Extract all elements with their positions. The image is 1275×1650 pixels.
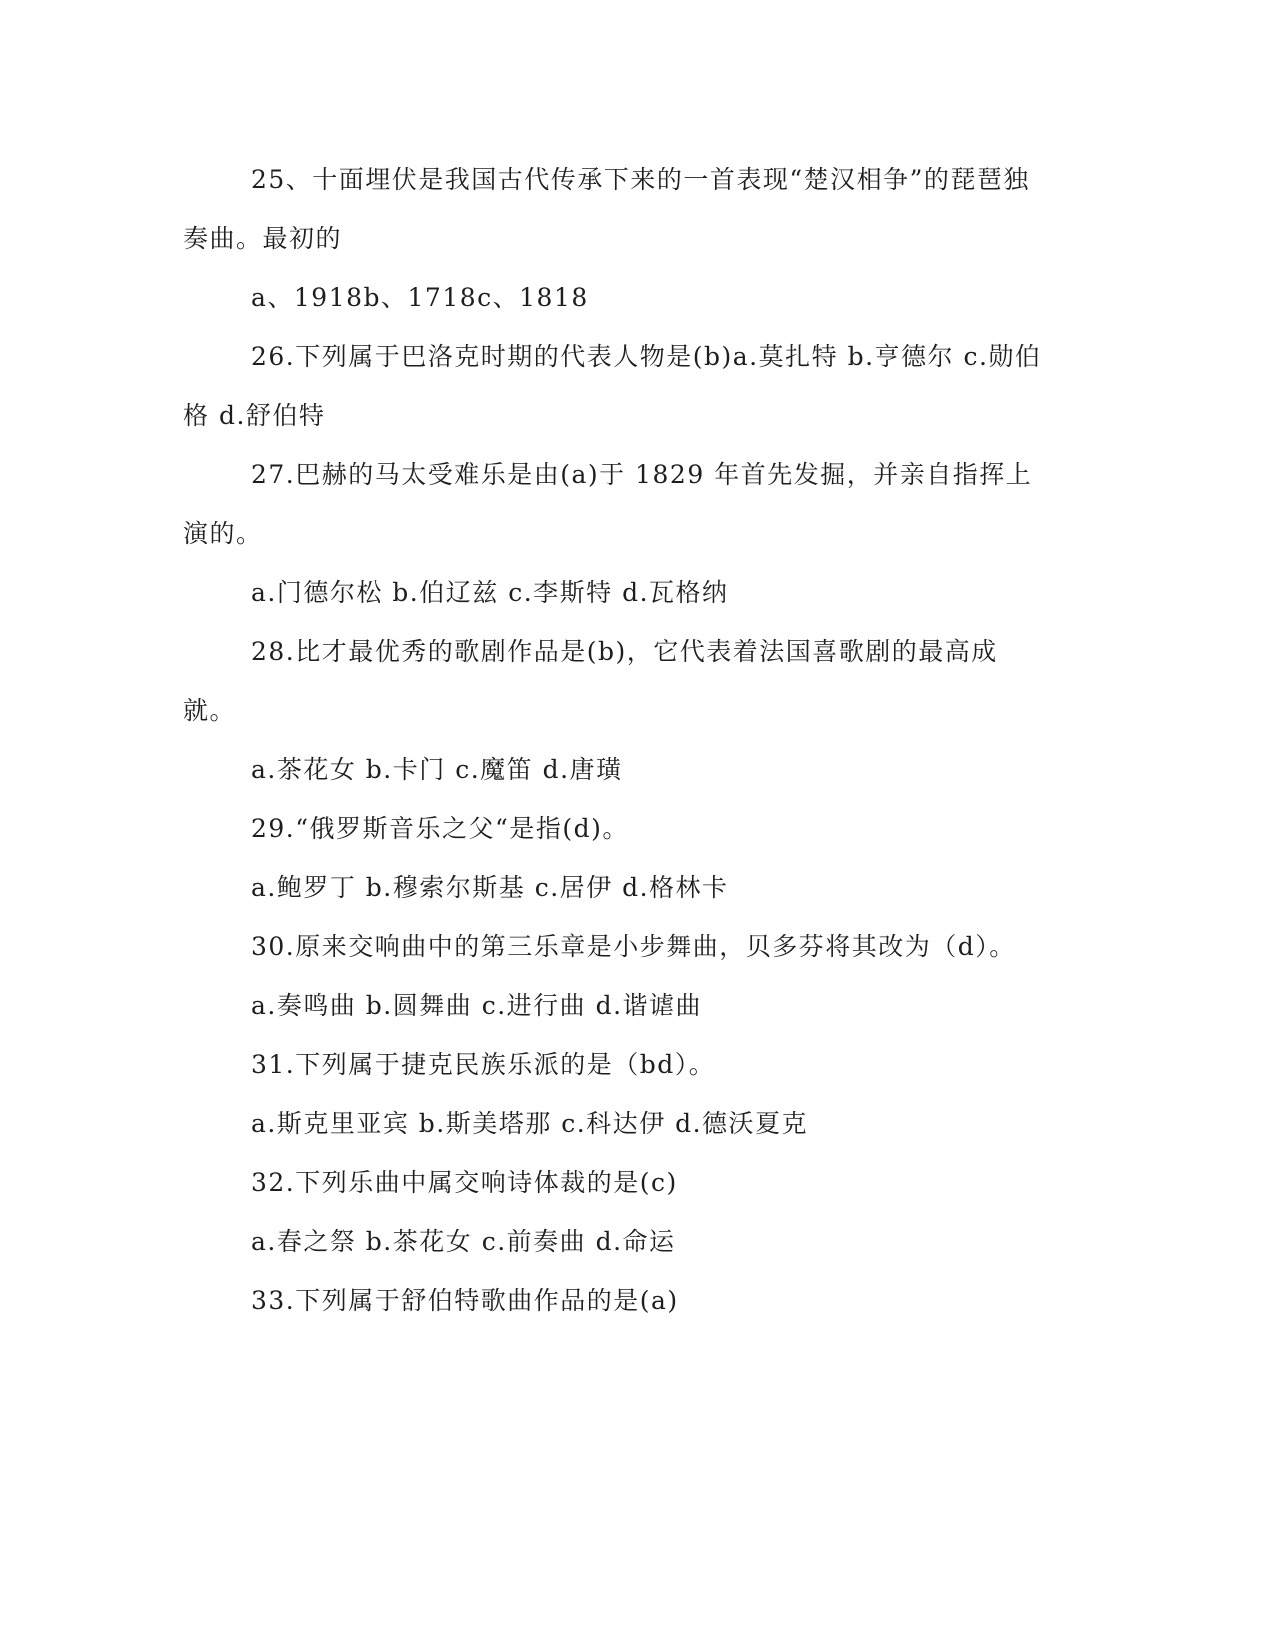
question-28-options: a.茶花女 b.卡门 c.魔笛 d.唐璜 bbox=[251, 755, 623, 784]
question-29: 29.“俄罗斯音乐之父“是指(d)。 bbox=[251, 814, 629, 843]
question-30: 30.原来交响曲中的第三乐章是小步舞曲，贝多芬将其改为（d）。 bbox=[251, 932, 1016, 961]
question-31-options: a.斯克里亚宾 b.斯美塔那 c.科达伊 d.德沃夏克 bbox=[251, 1109, 809, 1138]
question-30-options: a.奏鸣曲 b.圆舞曲 c.进行曲 d.谐谑曲 bbox=[251, 991, 703, 1020]
question-32: 32.下列乐曲中属交响诗体裁的是(c) bbox=[251, 1168, 678, 1197]
question-33: 33.下列属于舒伯特歌曲作品的是(a) bbox=[251, 1286, 679, 1315]
question-25: 25、十面埋伏是我国古代传承下来的一首表现“楚汉相争”的琵琶独奏曲。最初的 bbox=[183, 165, 1030, 253]
question-32-options: a.春之祭 b.茶花女 c.前奏曲 d.命运 bbox=[251, 1227, 676, 1256]
question-29-options: a.鲍罗丁 b.穆索尔斯基 c.居伊 d.格林卡 bbox=[251, 873, 729, 902]
question-27-options: a.门德尔松 b.伯辽兹 c.李斯特 d.瓦格纳 bbox=[251, 578, 729, 607]
question-27: 27.巴赫的马太受难乐是由(a)于 1829 年首先发掘，并亲自指挥上演的。 bbox=[183, 460, 1033, 548]
question-28: 28.比才最优秀的歌剧作品是(b)，它代表着法国喜歌剧的最高成就。 bbox=[183, 637, 998, 725]
question-25-options: a、1918b、1718c、1818 bbox=[251, 283, 589, 312]
question-31: 31.下列属于捷克民族乐派的是（bd）。 bbox=[251, 1050, 716, 1079]
question-26: 26.下列属于巴洛克时期的代表人物是(b)a.莫扎特 b.亨德尔 c.勋伯格 d.舒伯特 bbox=[183, 342, 1042, 430]
document-body bbox=[183, 150, 1045, 1330]
